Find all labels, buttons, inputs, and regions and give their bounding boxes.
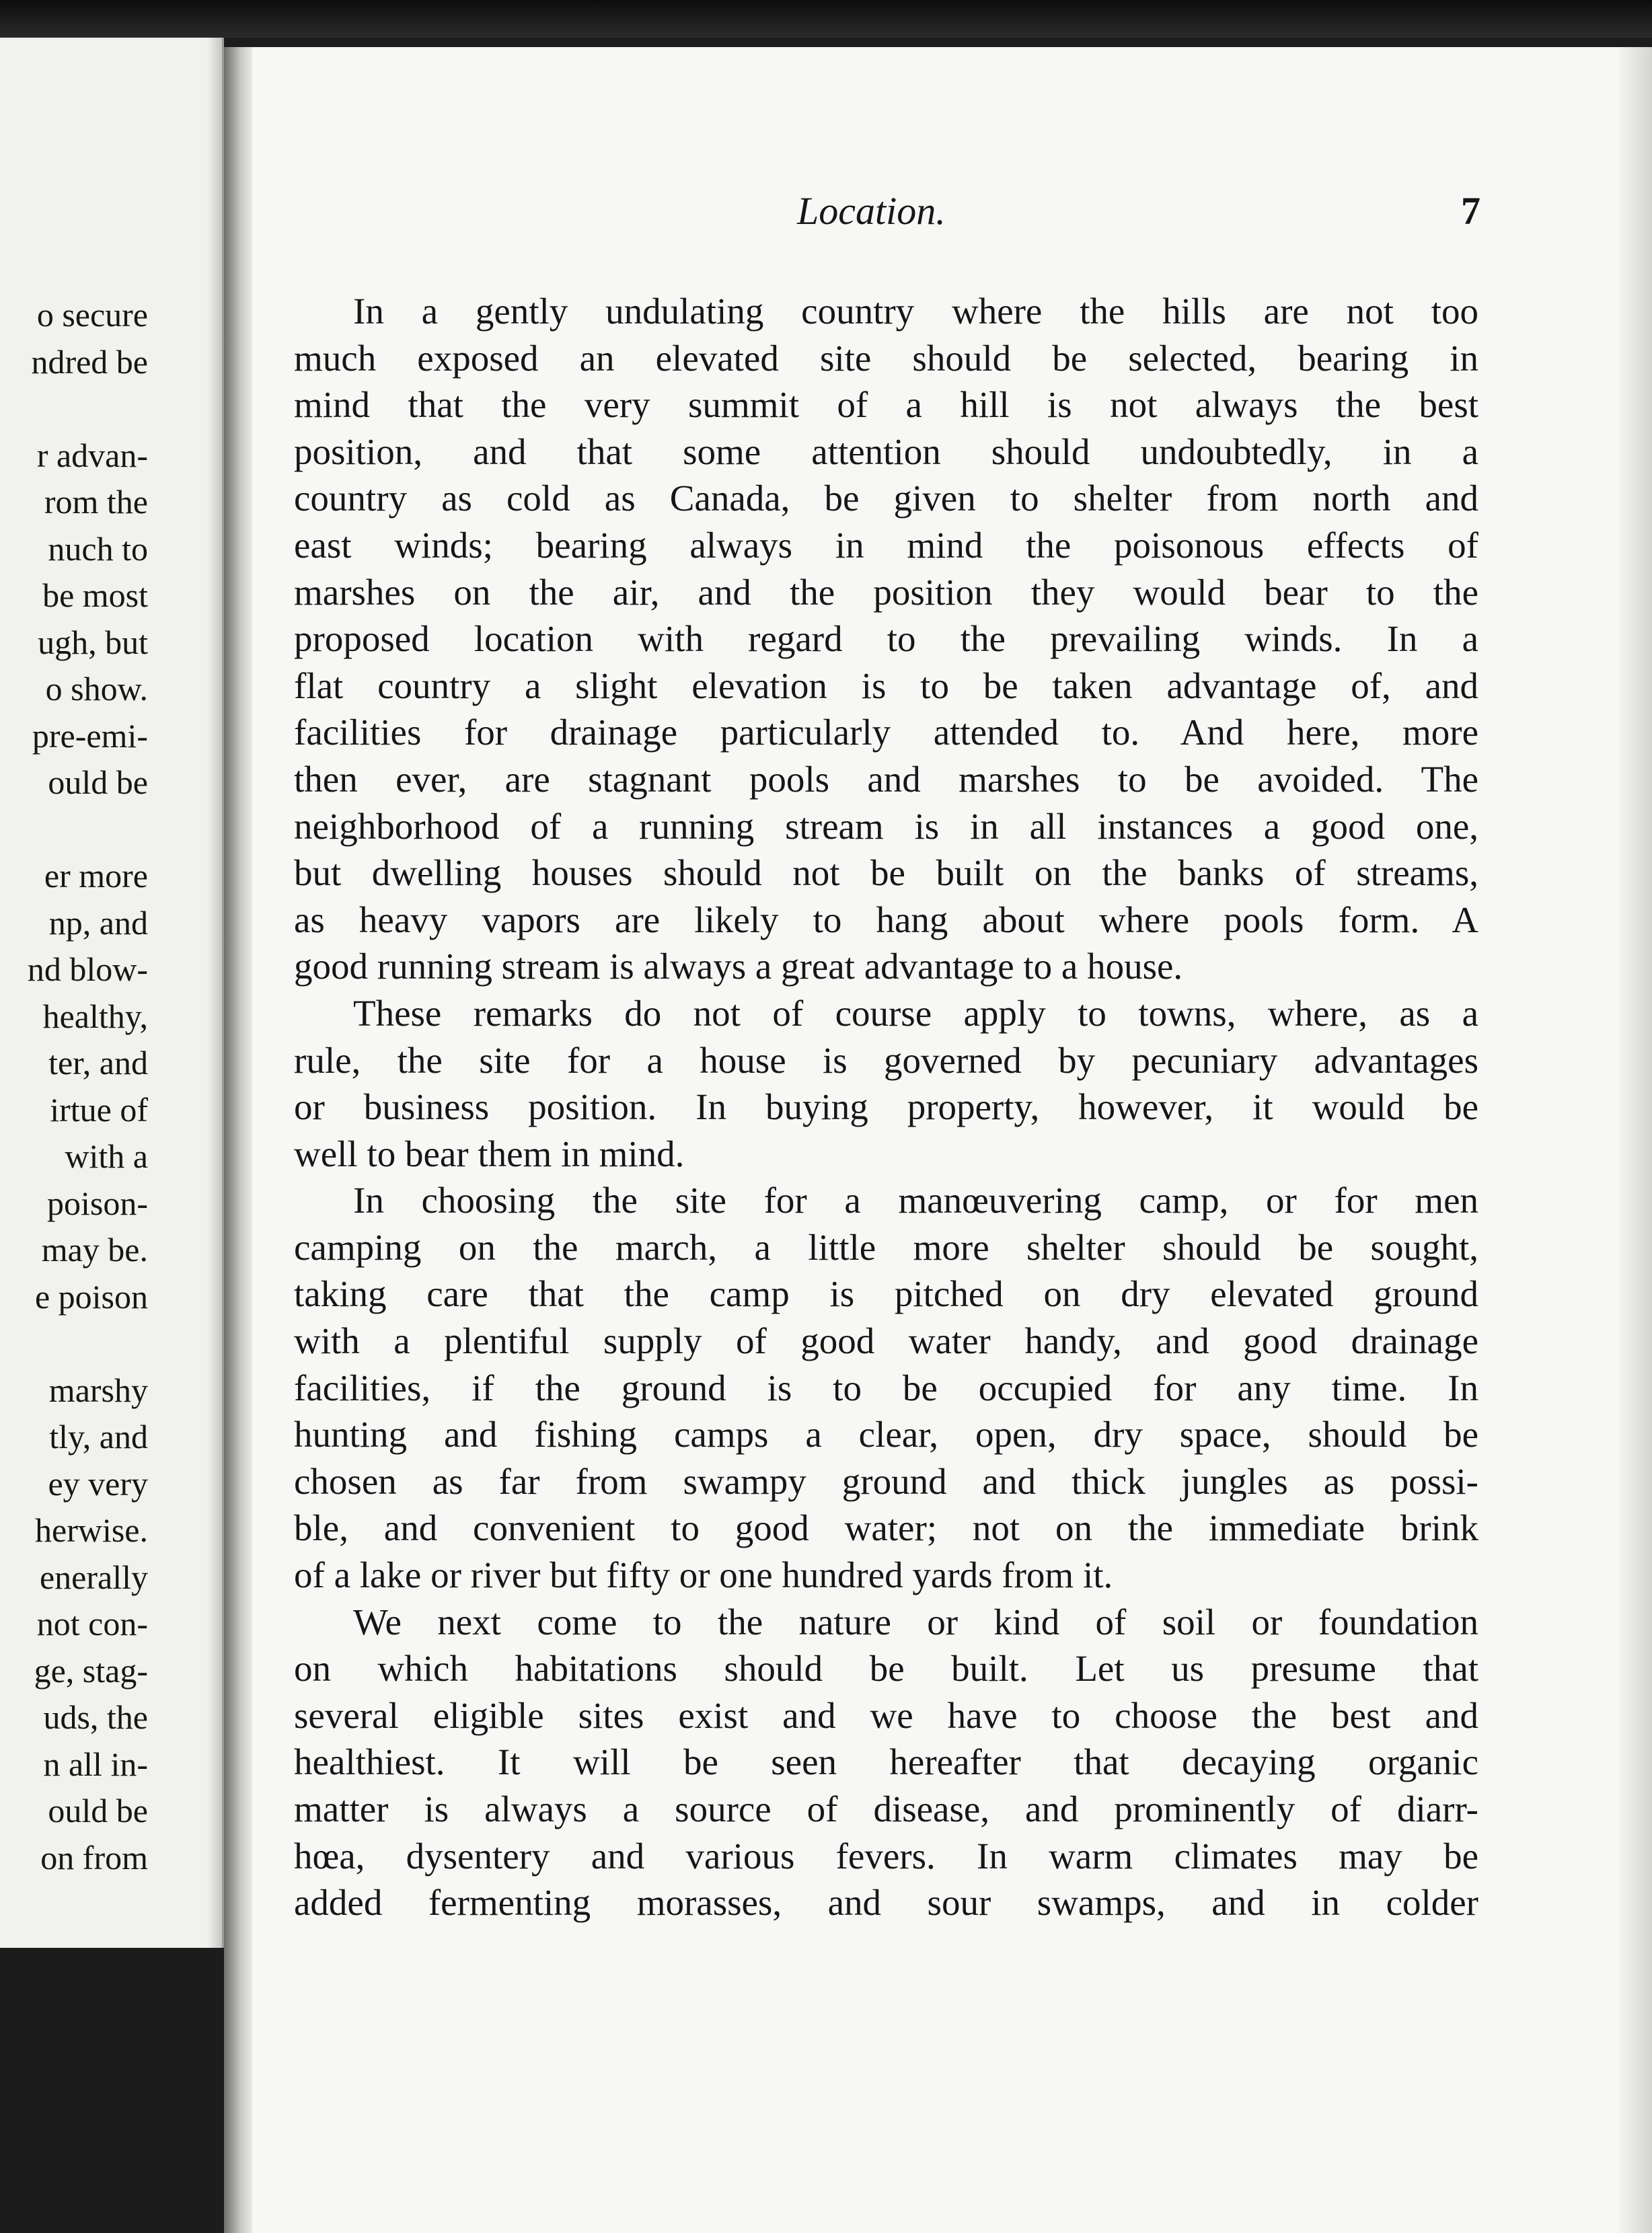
body-text xyxy=(294,288,1478,1926)
text-line: good running stream is always a great advantage to a house. xyxy=(294,946,1183,987)
facing-page-line: n all in- xyxy=(43,1745,148,1783)
facing-page-line: with a xyxy=(65,1137,148,1175)
text-line: matter is always a source of disease, and prominently of diarr- xyxy=(294,1788,1478,1829)
text-line: flat country a slight elevation is to be taken advantage of, and xyxy=(294,665,1478,706)
facing-page-line: o show. xyxy=(45,670,148,708)
text-line: on which habitations should be built. Let us presume that xyxy=(294,1648,1478,1690)
facing-page-line: tly, and xyxy=(49,1418,148,1455)
facing-page-line: er more xyxy=(44,857,148,895)
text-line: marshes on the air, and the position they would bear to the xyxy=(294,571,1478,613)
text-line: proposed location with regard to the prevailing winds. In a xyxy=(294,618,1478,660)
text-line: facilities for drainage particularly attended to. And here, more xyxy=(294,712,1478,753)
page-number: 7 xyxy=(1461,189,1480,233)
facing-page-line: o secure xyxy=(36,296,148,334)
facing-page-line: pre-emi- xyxy=(32,716,148,755)
text-line: several eligible sites exist and we have to choose the best and xyxy=(294,1694,1478,1736)
facing-page-line: healthy, xyxy=(42,997,148,1035)
facing-page-line: herwise. xyxy=(35,1511,148,1549)
page-curl-shadow xyxy=(207,38,222,1948)
text-line: In choosing the site for a manœuvering camp, or for men xyxy=(353,1180,1478,1221)
facing-page-line: rom the xyxy=(44,483,148,521)
running-title: Location. xyxy=(797,189,946,233)
facing-page-line: nuch to xyxy=(48,529,148,568)
text-line: of a lake or river but fifty or one hundred yards from it. xyxy=(294,1554,1113,1596)
text-line: east winds; bearing always in mind the poisonous effects of xyxy=(294,524,1478,566)
book-page xyxy=(252,47,1652,2233)
text-line: with a plentiful supply of good water handy, and good drainage xyxy=(294,1320,1478,1362)
facing-page-line: ould be xyxy=(48,763,148,801)
facing-page-line: not con- xyxy=(36,1605,148,1642)
facing-page-line: enerally xyxy=(39,1558,148,1596)
text-line: hœa, dysentery and various fevers. In warm climates may be xyxy=(294,1835,1478,1877)
facing-page-line: marshy xyxy=(48,1371,148,1409)
text-line: camping on the march, a little more shelter should be sought, xyxy=(294,1226,1478,1268)
scan-border xyxy=(0,0,1652,38)
facing-page-line xyxy=(28,1320,148,1367)
text-line: ble, and convenient to good water; not on the immediate brink xyxy=(294,1507,1478,1549)
text-line: chosen as far from swampy ground and thick jungles as possi- xyxy=(294,1460,1478,1502)
facing-page-line: ey very xyxy=(48,1464,148,1503)
text-line: much exposed an elevated site should be selected, bearing in xyxy=(294,337,1478,379)
facing-page-line: ge, stag- xyxy=(34,1651,148,1690)
text-line: hunting and fishing camps a clear, open, dry space, should be xyxy=(294,1414,1478,1455)
text-line: or business position. In buying property, however, it would be xyxy=(294,1086,1478,1128)
facing-page-line: irtue of xyxy=(50,1090,148,1129)
text-line: We next come to the nature or kind of soil or foundation xyxy=(353,1601,1478,1642)
facing-page-line: ugh, but xyxy=(38,623,148,661)
facing-page-line: uds, the xyxy=(43,1698,148,1736)
facing-page-line: may be. xyxy=(41,1231,148,1269)
book-gutter xyxy=(224,47,252,2233)
facing-page-line: ndred be xyxy=(31,342,148,381)
text-line: then ever, are stagnant pools and marshes to be avoided. The xyxy=(294,758,1478,800)
facing-page-line: poison- xyxy=(47,1184,148,1222)
facing-page-line: on from xyxy=(40,1838,148,1877)
facing-page-line: be most xyxy=(42,576,148,614)
text-line: well to bear them in mind. xyxy=(294,1133,685,1174)
facing-page-line: ould be xyxy=(48,1792,148,1829)
running-header xyxy=(252,188,1652,242)
text-line: rule, the site for a house is governed by pecuniary advantages xyxy=(294,1039,1478,1081)
text-line: healthiest. It will be seen hereafter that decaying organic xyxy=(294,1741,1478,1783)
text-line: country as cold as Canada, be given to shelter from north and xyxy=(294,478,1478,519)
facing-page-line: ter, and xyxy=(48,1044,148,1082)
text-line: In a gently undulating country where the hills are not too xyxy=(353,291,1478,332)
text-line: These remarks do not of course apply to towns, where, as a xyxy=(353,992,1478,1034)
text-line: taking care that the camp is pitched on dry elevated ground xyxy=(294,1273,1478,1315)
text-line: neighborhood of a running stream is in all instances a good one, xyxy=(294,805,1478,847)
text-line: mind that the very summit of a hill is not always the best xyxy=(294,384,1478,426)
text-line: as heavy vapors are likely to hang about where pools form. A xyxy=(294,899,1478,940)
facing-page-line xyxy=(28,806,148,854)
facing-page-line: nd blow- xyxy=(27,950,148,988)
text-line: facilities, if the ground is to be occupied for any time. In xyxy=(294,1367,1478,1408)
text-line: but dwelling houses should not be built on the banks of streams, xyxy=(294,852,1478,894)
facing-page-line: np, and xyxy=(48,903,148,942)
facing-page-line xyxy=(28,385,148,432)
facing-page-line: e poison xyxy=(34,1277,148,1316)
text-line: added fermenting morasses, and sour swamps, and in colder xyxy=(294,1882,1478,1924)
facing-page-left xyxy=(0,38,224,1948)
facing-page-line: r advan- xyxy=(36,436,148,474)
text-line: position, and that some attention should undoubtedly, in a xyxy=(294,430,1478,472)
facing-page-text-fragments xyxy=(28,292,148,1881)
